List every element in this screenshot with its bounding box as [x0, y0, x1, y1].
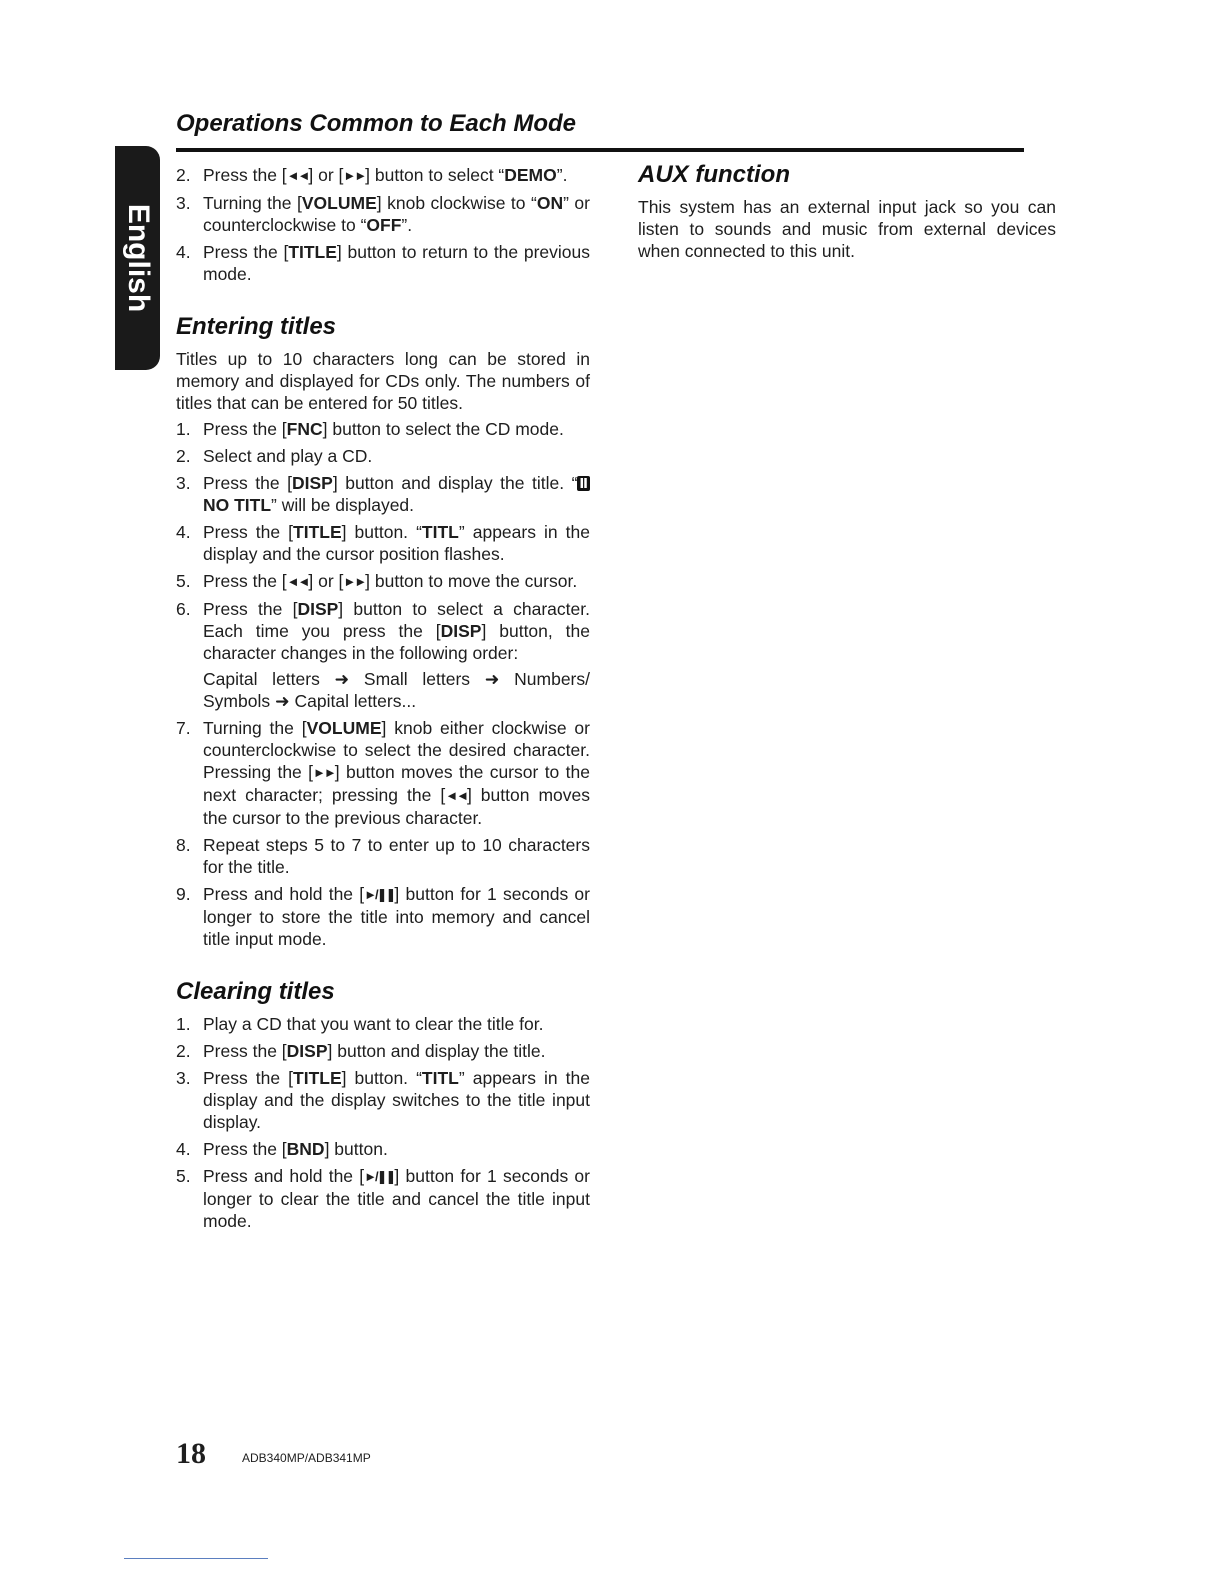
right-column [638, 160, 1056, 266]
list-item: 5. Press and hold the [►/❚❚] button for 1 seconds or longer to clear the title and cancel the title input mode. [176, 1166, 590, 1231]
list-item: 5. Press the [◄◄] or [►►] button to move the cursor. [176, 571, 578, 591]
next-track-icon: ►► [343, 574, 366, 589]
list-item: 4. Press the [TITLE] button. “TITL” appears in the display and the cursor position flashes. [176, 522, 590, 564]
previous-track-icon: ◄◄ [286, 574, 309, 589]
next-track-icon: ►► [313, 765, 335, 780]
page-number: 18 [176, 1437, 206, 1470]
list-item: 2. Press the [◄◄] or [►►] button to select “DEMO”. [176, 165, 568, 185]
entering-titles-heading: Entering titles [176, 313, 337, 340]
character-order: Capital letters ➜ Small letters ➜ Numbers/ Symbols ➜ Capital letters... [203, 669, 590, 711]
language-tab [115, 146, 160, 370]
clearing-titles-steps [176, 1013, 590, 1232]
entering-titles-intro: Titles up to 10 characters long can be stored in memory and displayed for CDs only. The numbers of titles that can be entered for 50 titles. [176, 349, 590, 413]
list-item: 7. Turning the [VOLUME] knob either clockwise or counterclockwise to select the desired character. Pressing the [►►] button moves the cursor to the next character; pressing the [◄◄] button moves the cursor to the previous character. [176, 718, 591, 828]
list-item: 4. Press the [TITLE] button to return to the previous mode. [176, 242, 590, 284]
section-title: Operations Common to Each Mode [176, 110, 577, 137]
language-tab-label: English [121, 203, 155, 313]
list-item: 3. Press the [TITLE] button. “TITL” appears in the display and the display switches to the title input display. [176, 1068, 590, 1132]
list-item: 1. Press the [FNC] button to select the CD mode. [176, 419, 564, 439]
list-item: 4. Press the [BND] button. [176, 1139, 388, 1159]
list-item: 1. Play a CD that you want to clear the title for. [176, 1014, 544, 1034]
next-track-icon: ►► [343, 168, 366, 183]
intro-steps [176, 164, 590, 285]
list-item: 8. Repeat steps 5 to 7 to enter up to 10 characters for the title. [176, 835, 590, 877]
section-header [176, 108, 1024, 152]
aux-function-body: This system has an external input jack so you can listen to sounds and music from external devices when connected to this unit. [638, 197, 1056, 261]
entering-titles-steps [176, 418, 590, 950]
list-item: 9. Press and hold the [►/❚❚] button for 1 seconds or longer to store the title into memory and cancel title input mode. [176, 884, 590, 949]
left-column [176, 164, 590, 1237]
disc-number-icon: Ⅱ [579, 476, 588, 491]
list-item: 3. Turning the [VOLUME] knob clockwise to “ON” or counterclockwise to “OFF”. [176, 193, 590, 235]
previous-track-icon: ◄◄ [286, 168, 309, 183]
play-pause-icon: ►/❚❚ [364, 1169, 395, 1184]
list-item: 3. Press the [DISP] button and display the title. “ Ⅱ NO TITL” will be displayed. [176, 473, 588, 515]
model-number: ADB340MP/ADB341MP [242, 1451, 371, 1465]
aux-function-heading: AUX function [638, 161, 790, 188]
divider [124, 1558, 268, 1559]
play-pause-icon: ►/❚❚ [364, 887, 395, 902]
list-item: 6. Press the [DISP] button to select a character. Each time you press the [DISP] button, the character changes in the following order: Capital letters ➜ Small letters ➜ Numbers/ Symbols ➜ Capital letters... [176, 599, 590, 711]
clearing-titles-heading: Clearing titles [176, 978, 335, 1005]
previous-track-icon: ◄◄ [445, 788, 467, 803]
list-item: 2. Press the [DISP] button and display the title. [176, 1041, 546, 1061]
list-item: 2. Select and play a CD. [176, 446, 373, 466]
